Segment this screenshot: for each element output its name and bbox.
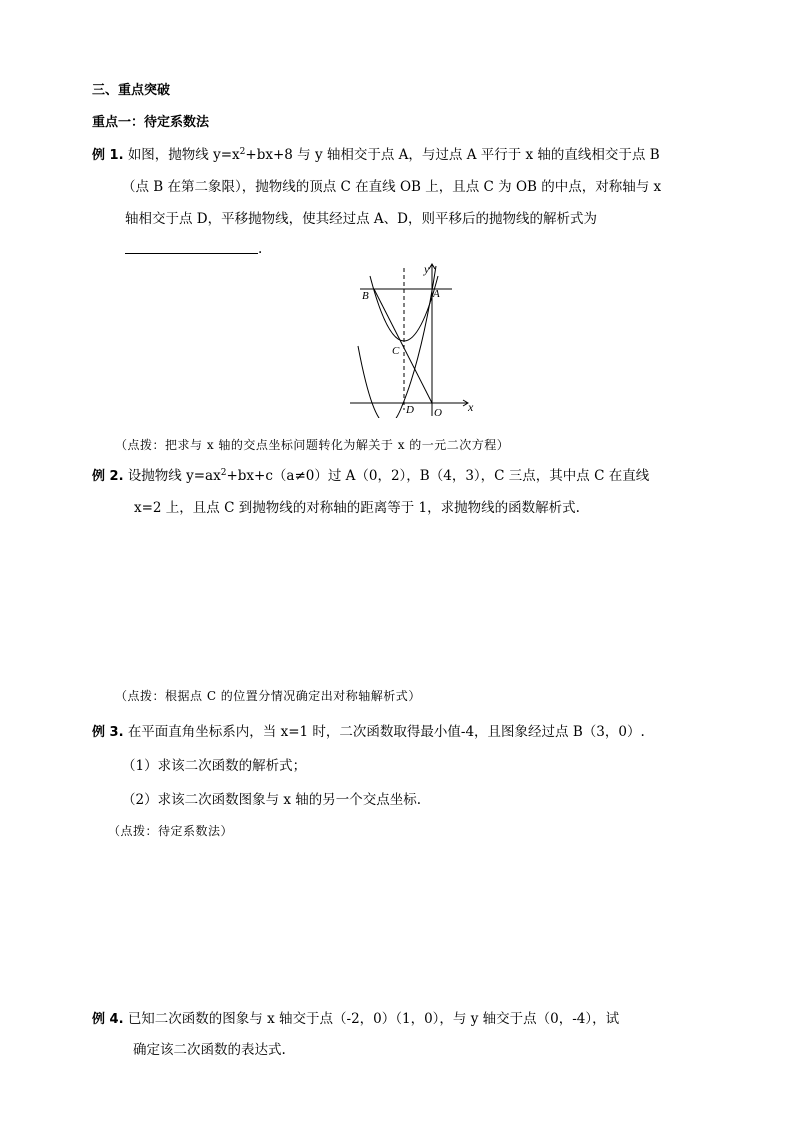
key-point-title: 重点一：待定系数法 <box>92 115 210 130</box>
label-o: O <box>434 407 442 418</box>
example-2-exponent: 2 <box>220 468 227 478</box>
example-2-line-1 <box>92 467 649 486</box>
example-1-line-1 <box>92 146 660 165</box>
label-a: A <box>433 288 440 300</box>
example-3-question-2: （2）求该二次函数图象与 x 轴的另一个交点坐标. <box>122 792 422 808</box>
example-4-line-1 <box>92 1010 619 1029</box>
example-3-text: 在平面直角坐标系内，当 x=1 时，二次函数取得最小值-4，且图象经过点 B（3，0）. <box>127 724 645 740</box>
label-y: y <box>424 262 430 276</box>
example-1-label: 例 1. <box>92 148 124 163</box>
example-1-hint: （点拨：把求与 x 轴的交点坐标问题转化为解关于 x 的一元二次方程） <box>115 438 510 452</box>
label-d: D <box>406 404 414 416</box>
example-3-question-1: （1）求该二次函数的解析式； <box>122 758 307 774</box>
line-ob <box>374 289 432 403</box>
example-3-line-1 <box>92 723 645 742</box>
example-1-text-b: +bx+8 与 y 轴相交于点 A，与过点 A 平行于 x 轴的直线相交于点 B <box>245 147 660 163</box>
example-3-hint: （点拨：待定系数法） <box>108 824 234 838</box>
label-c: C <box>392 345 400 357</box>
example-2-hint: （点拨：根据点 C 的位置分情况确定出对称轴解析式） <box>115 689 421 703</box>
example-1-line-3: 轴相交于点 D，平移抛物线，使其经过点 A、D，则平移后的抛物线的解析式为 <box>125 211 597 227</box>
example-1-text-a: 如图，抛物线 y=x <box>127 147 240 163</box>
example-1-line-2: （点 B 在第二象限），抛物线的顶点 C 在直线 OB 上，且点 C 为 OB 的中点，对称轴与 x <box>122 179 662 195</box>
example-2-label: 例 2. <box>92 469 124 484</box>
example-3-label: 例 3. <box>92 725 124 740</box>
answer-blank <box>125 253 258 254</box>
example-4-label: 例 4. <box>92 1012 124 1027</box>
section-title: 三、重点突破 <box>92 83 171 98</box>
example-2-text-a: 设抛物线 y=ax <box>127 468 221 484</box>
label-x: x <box>468 400 474 414</box>
example-2-text-b: +bx+c（a≠0）过 A（0，2），B（4，3），C 三点，其中点 C 在直线 <box>226 468 650 484</box>
parabola-figure <box>340 258 480 418</box>
example-4-line-2: 确定该二次函数的表达式. <box>133 1042 286 1058</box>
example-4-text: 已知二次函数的图象与 x 轴交于点（-2，0）（1，0），与 y 轴交于点（0，-4），试 <box>127 1011 620 1027</box>
example-1-exponent: 2 <box>239 147 246 157</box>
label-b: B <box>362 290 369 302</box>
example-2-line-2: x=2 上，且点 C 到抛物线的对称轴的距离等于 1，求抛物线的函数解析式. <box>134 500 580 516</box>
blank-period: . <box>258 241 263 257</box>
